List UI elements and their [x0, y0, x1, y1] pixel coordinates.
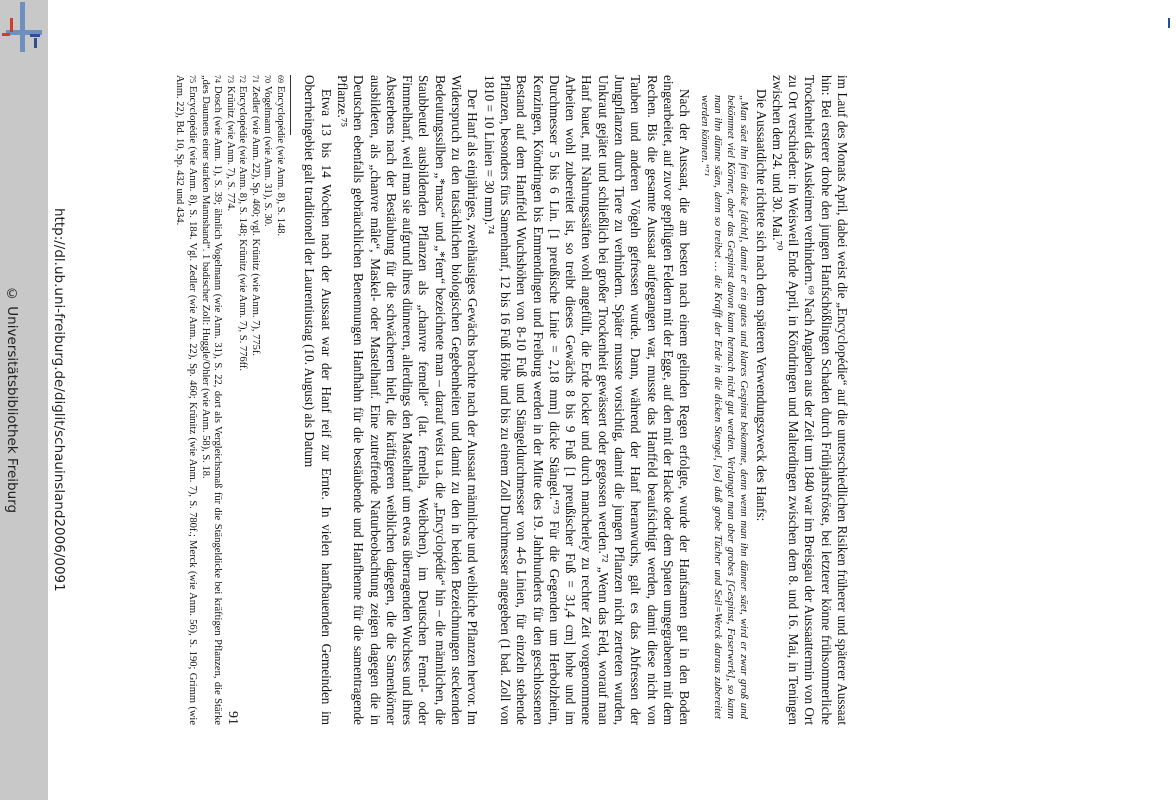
- footnote-text: Encyclopédie (wie Anm. 8), S. 148; Krünitz (wie Anm. 7), S. 776ff.: [237, 86, 249, 372]
- footnote: [248, 75, 261, 725]
- footnote-number: 69: [276, 75, 286, 83]
- document-url[interactable]: http://dl.ub.uni-freiburg.de/diglit/schauinsland2006/0091: [51, 208, 67, 592]
- footnote-text: Krünitz (wie Anm. 7), S. 774.: [224, 86, 236, 212]
- footnote-number: 70: [263, 75, 273, 83]
- footnote-number: 74: [213, 75, 223, 83]
- footnote-text: Vogelmann (wie Anm. 31), S. 30.: [262, 86, 274, 227]
- footnote-number: 75: [187, 75, 197, 83]
- paragraph-4: Der Hanf als einjähriges, zweihäusiges Gewächs brachte nach der Aussaat männliche und weibliche Pflanzen hervor. Im Widerspruch zu den tatsächlichen biologischen Gegebenheiten und damit zu den in beiden Bezeichnungen steckenden Bedeutungssilben „*masc“ und „*fem“ bezeichnete man – darauf weist u.a. die „Encyclopédie“ hin – die männlichen, die Staubbeutel ausbildenden Pflanzen als „chanvre femelle“ (lat. femella, Weibchen), im Deutschen Femel- oder Fimmelhanf, weil man sie aufgrund ihres dünneren, allerdings den Mastelhanf um etwas überragenden Wuchses und ihres Absterbens nach der Bestäubung für die schwächeren hielt, die kräftigeren weiblichen dagegen, die die Samenkörner ausbildeten, als „chanvre mâle“, Maskel- oder Mastelhanf. Eine zutreffende Naturbeobachtung zeigen dagegen die in Deutschen ebenfalls gebräuchlichen Benennungen Hanfhahn für die bestäubende und Hanfhenne für die samentragende Pflanze.⁷⁵: [334, 75, 481, 725]
- footnote: [261, 75, 274, 725]
- footnote-text: Dosch (wie Anm. 1), S. 39; ähnlich Vogelmann (wie Anm. 31), S. 22, dort als Vergleichsmaß für die Stängeldicke bei kräftigen Pflanzen, die Stärke „des Daumens einer starken Mannshand“. 1 badischer Zoll: Huggle/Ohler (wie Anm. 58), S. 18.: [199, 75, 224, 725]
- footnote-number: 73: [225, 75, 235, 83]
- footnote-number: 72: [238, 75, 248, 83]
- paragraph-2: Die Aussaatdichte richtete sich nach dem späteren Verwendungszweck des Hanfs:: [753, 89, 769, 522]
- footnote-number: 71: [250, 75, 260, 83]
- document-page: [174, 75, 850, 725]
- footnote-text: Zedler (wie Anm. 22), Sp. 460; vgl. Krünitz (wie Anm. 7), 775f.: [249, 86, 261, 357]
- footnote: [236, 75, 249, 725]
- page-number: 91: [225, 711, 240, 725]
- copyright-notice: © Universitätsbibliothek Freiburg: [4, 286, 20, 514]
- footnote: [274, 75, 287, 725]
- paragraph-1: im Lauf des Monats April, dabei weist die „Encyclopédie“ auf die unterschiedlichen Risiken früherer und späterer Aussaat hin: Bei ersterer drohe den jungen Hanfschößlingen Schaden durch Frühjahrsfröste, bei letzterer könne frühsommerliche Trockenheit das Auskeimen verhindern.⁶⁹ Nach Angaben aus der Zeit um 1840 war im Breisgau der Aussaattermin von Ort zu Ort verschieden: in Weisweil Ende April, in Köndringen und Malterdingen zwischen dem 8. und 16. Mai, in Teningen zwischen dem 24. und 30. Mai.⁷⁰: [769, 75, 850, 725]
- footnote-text: Encyclopédie (wie Anm. 8), S. 184. Vgl. Zedler (wie Anm. 22), Sp. 460; Krünitz (wie Anm. 7), S. 780f.; Merck (wie Anm. 56), S. 190; Grimm (wie Anm. 22), Bd. 10, Sp. 432 und 434.: [174, 75, 198, 725]
- footnote: [223, 75, 236, 725]
- footnotes: [173, 75, 286, 725]
- edge-marker: [1168, 18, 1170, 28]
- footnote: [198, 75, 223, 725]
- footnote: [173, 75, 198, 725]
- footnote-divider: [290, 75, 291, 135]
- paragraph-5: Etwa 13 bis 14 Wochen nach der Aussaat war der Hanf reif zur Ernte. In vielen hanfbauenden Gemeinden im Oberrheingebiet galt traditionell der Laurentiustag (10. August) als Datum: [302, 75, 334, 725]
- footnote-text: Encyclopédie (wie Anm. 8), S. 148.: [275, 86, 287, 237]
- block-quote: „Man säet ihn fein dicke [dicht], damit er ein gutes und klares Gespinst bekomme, denn wenn man ihn dünner säet, wird er zwar groß und bekömmet viel Körner, aber das Gespinst davon kann hernach nicht gut werden. Verlanget man aber grobes [Gespinst, Faserwerk], so kann man ihn dünne säen, denn so treibet … die Krafft der Erde in die dicken Stengel, [so] daß grobe Tücher und Seil=Werck daraus zubereitet werden können.“⁷¹: [699, 95, 751, 719]
- paragraph-3: Nach der Aussaat, die am besten nach einem gelinden Regen erfolgte, wurde der Hanfsamen gut in den Boden eingearbeitet, auf zuvor gepflügten Feldern mit der Egge, auf den mit der Hacke oder dem Spaten umgegrabenen mit dem Rechen. Bis die gesamte Aussaat aufgegangen war, musste das Hanffeld beaufsichtigt werden, damit diese nicht von Tauben und anderen Vögeln gefressen wurde. Dann, während der Hanf heranwuchs, galt es das Abfressen der Jungpflanzen durch Tiere zu verhindern. Später musste vorsichtig, damit die jungen Pflanzen nicht zertreten wurden, Unkraut gejätet und schließlich bei großer Trockenheit gewässert oder gegossen werden.⁷² „Wenn das Feld, worauf man Hanf bauet, mit Nahrungssäften wohl angefüllt, die Erde locker und durch mancherley zu rechter Zeit vorgenommene Arbeiten wohl zubereitet ist, so treibt dieses Gewächs 8 bis 9 Fuß [1 preußischer Fuß = 31,4 cm] hohe und im Durchmesser 5 bis 6 Lin. [1 preußische Linie = 2,18 mm] dicke Stängel.“⁷³ Für die Gegenden um Herbolzheim, Kenzingen, Köndringen bis Emmendingen und Freiburg werden in der Mitte des 19. Jahrhunderts für den geschlossenen Bestand auf dem Hanffeld Wuchshöhen von 8-10 Fuß und Stängeldurchmesser von 4-6 Linien, für einzeln stehende Pflanzen, besonders fürs Samenhanf, 12 bis 16 Fuß Höhe und bis zu einem Zoll Durchmesser angegeben (1 bad. Zoll von 1810 = 10 Linien = 30 mm).⁷⁴: [481, 75, 693, 725]
